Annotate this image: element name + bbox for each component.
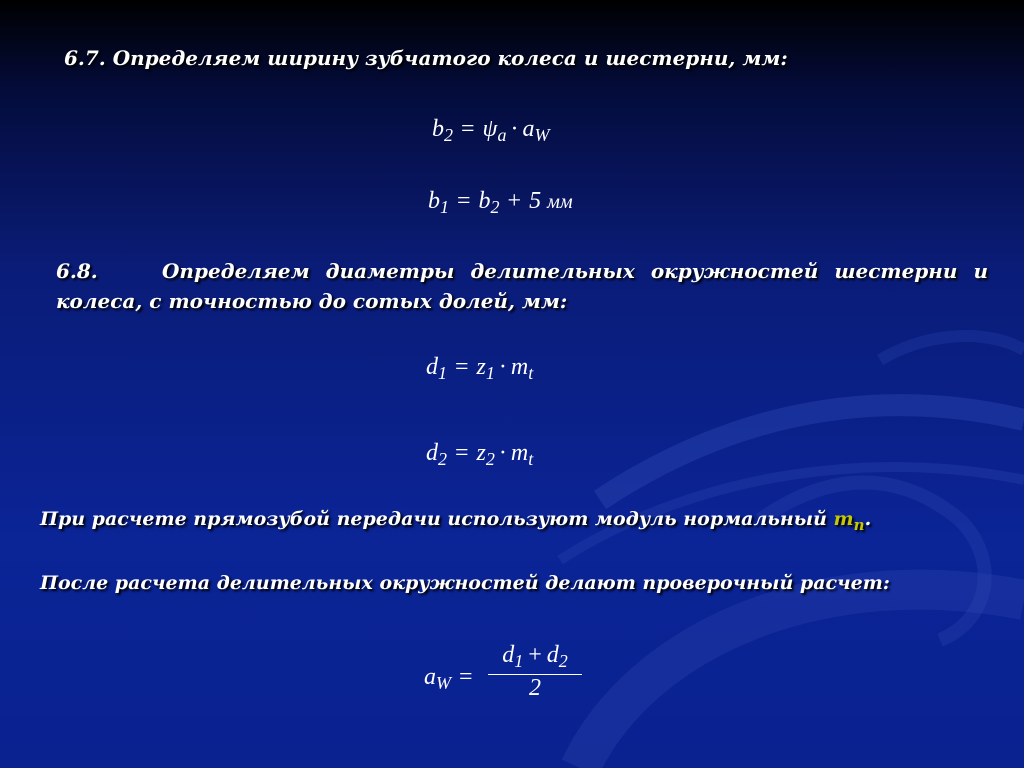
fraction-numerator	[488, 642, 582, 672]
mn-subscript: n	[853, 515, 865, 534]
multiply-dot: ·	[510, 116, 519, 142]
b2-subscript: 2	[444, 125, 453, 145]
note-spur-gear-module	[40, 508, 871, 534]
mt-symbol: m	[510, 354, 529, 380]
z2-symbol: z	[476, 440, 486, 466]
d2-subscript: 2	[558, 651, 568, 671]
d2-subscript: 2	[438, 449, 447, 469]
b1-subscript: 1	[440, 197, 449, 217]
psi-subscript: a	[497, 125, 507, 145]
d2-symbol: d	[546, 642, 559, 668]
z1-symbol: z	[476, 354, 486, 380]
plus-sign: +	[507, 188, 522, 214]
mn-symbol: m	[833, 508, 854, 530]
formula-b2	[432, 116, 549, 146]
mt-symbol: m	[510, 440, 529, 466]
equals-sign: =	[459, 664, 473, 690]
section-6-8-heading: 6.8. Определяем диаметры делительных окружностей шестерни и колеса, с точностью до сотых долей, мм:	[56, 259, 995, 313]
aw-symbol: a	[424, 664, 436, 690]
b2-subscript: 2	[490, 197, 500, 217]
note-verification: После расчета делительных окружностей делают проверочный расчет:	[40, 572, 890, 594]
b2-symbol: b	[478, 188, 491, 214]
d1-subscript: 1	[438, 363, 447, 383]
constant-five: 5	[529, 188, 542, 214]
formula-d1	[426, 354, 533, 384]
formula-d2	[426, 440, 533, 470]
b2-symbol: b	[432, 116, 444, 142]
d1-symbol: d	[426, 354, 438, 380]
aw-symbol: a	[522, 116, 535, 142]
note-1-period: .	[864, 508, 872, 530]
d1-subscript: 1	[514, 651, 524, 671]
unit-mm: мм	[547, 191, 573, 213]
multiply-dot: ·	[498, 354, 507, 380]
b1-symbol: b	[428, 188, 440, 214]
section-6-7-heading: 6.7. Определяем ширину зубчатого колеса и шестерни, мм:	[64, 46, 788, 70]
mt-subscript: t	[528, 449, 534, 469]
psi-symbol: ψ	[482, 116, 498, 142]
formula-aw	[424, 642, 604, 712]
equals-sign: =	[457, 188, 471, 214]
d1-symbol: d	[502, 642, 515, 668]
multiply-dot: ·	[498, 440, 507, 466]
aw-subscript: W	[436, 673, 451, 693]
plus-sign: +	[528, 642, 542, 668]
equals-sign: =	[455, 354, 469, 380]
z2-subscript: 2	[485, 449, 495, 469]
z1-subscript: 1	[485, 363, 495, 383]
equals-sign: =	[455, 440, 469, 466]
fraction-denominator: 2	[529, 675, 541, 701]
fraction	[488, 642, 582, 702]
mt-subscript: t	[528, 363, 534, 383]
note-1-text: При расчете прямозубой передачи используют модуль нормальный	[40, 508, 834, 530]
formula-b1	[428, 188, 573, 218]
equals-sign: =	[461, 116, 475, 142]
aw-subscript: W	[534, 125, 550, 145]
d2-symbol: d	[426, 440, 438, 466]
